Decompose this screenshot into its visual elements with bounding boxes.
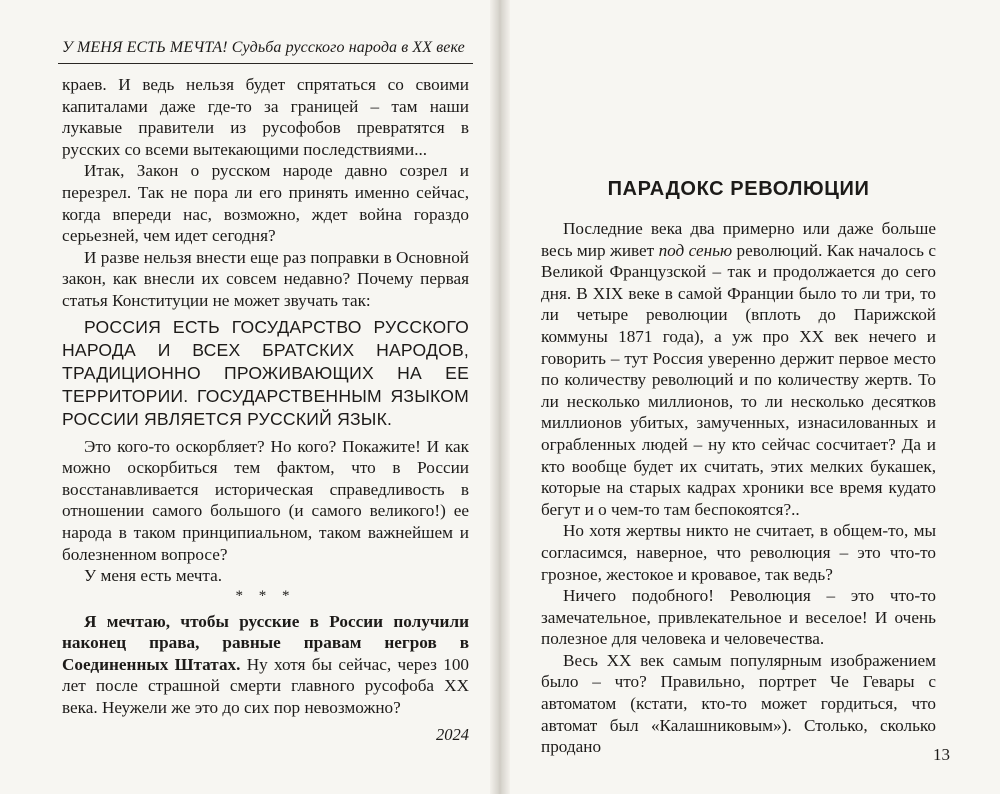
paragraph: краев. И ведь нельзя будет спрятаться со своими капиталами даже где-то за границей – там наши лукавые правители из русофобов превратятся в русских со всеми вытекающими последствиями... (62, 75, 469, 159)
running-head: У МЕНЯ ЕСТЬ МЕЧТА! Судьба русского народа в XX веке (62, 39, 465, 56)
text-run: Последние века два примерно или даже больше весь мир живет (541, 219, 936, 260)
constitution-quote: РОССИЯ ЕСТЬ ГОСУДАРСТВО РУССКОГО НАРОДА И ВСЕХ БРАТСКИХ НАРОДОВ, ТРАДИЦИОННО ПРОЖИВАЮЩИХ НА ЕЕ ТЕРРИТОРИИ. ГОСУДАРСТВЕННЫМ ЯЗЫКОМ РОССИИ ЯВЛЯЕТСЯ РУССКИЙ ЯЗЫК. (62, 316, 469, 430)
text-run: революций. Как началось с Великой Французской – так и продолжается до сего дня. В XIX веке в самой Франции было то ли три, то ли четыре революции (вплоть до Парижской коммуны 1871 года), а уж про XX век нечего и говорить – тут Россия уверенно держит первое место по количеству революций и по количеству жертв. То ли несколько миллионов, то ли несколько десятков миллионов убитых, замученных, изнасилованных и ограбленных людей – ну кто сейчас сосчитает? Да и кто вообще будет их считать, этих мелких букашек, которые на старых кадрах хроники все время кудато бегут и о чем-то там беспокоятся?.. (541, 240, 937, 519)
right-page-text (541, 218, 936, 758)
paragraph: Но хотя жертвы никто не считает, в общем-то, мы согласимся, наверное, что революция – это что-то грозное, жестокое и кровавое, так ведь? (541, 521, 936, 584)
chapter-title: ПАРАДОКС РЕВОЛЮЦИИ (607, 178, 870, 200)
paragraph: Весь XX век самым популярным изображением было – что? Правильно, портрет Че Гевары с автоматом (кстати, кто-то может гордиться, что автомат был «Калашниковым»). Столько, сколько продано (541, 650, 936, 757)
page-number: 13 (933, 745, 950, 764)
book-gutter (490, 0, 510, 794)
section-divider-stars: * * * (235, 587, 296, 604)
paragraph: Ничего подобного! Революция – это что-то замечательное, привлекательное и веселое! И очень полезное для человека и человечества. (541, 586, 936, 649)
final-regular-text: Ну хотя бы сейчас, через 100 лет после страшной смерти главного русофоба XX века. Неужели же это до сих пор невозможно? (62, 654, 470, 718)
paragraph: У меня есть мечта. (84, 566, 223, 586)
year-signature: 2024 (436, 724, 469, 744)
paragraph: И разве нельзя внести еще раз поправки в Основной закон, как внесли их совсем недавно? Почему первая статья Конституции не может звучать так: (62, 247, 469, 310)
italic-phrase: под сенью (658, 240, 733, 260)
paragraph: Итак, Закон о русском народе давно созрел и перезрел. Так не пора ли его принять именно сейчас, когда впереди нас, возможно, ждет война гораздо серьезней, чем идет сегодня? (62, 161, 469, 246)
final-bold-text: Я мечтаю, чтобы русские в России получили наконец права, равные правам негров в Соединенных Штатах. (62, 611, 469, 674)
header-rule (58, 63, 473, 64)
left-page-text (62, 74, 469, 745)
final-paragraph (62, 611, 469, 719)
paragraph: Это кого-то оскорбляет? Но кого? Покажите! И как можно оскорбиться тем фактом, что в России восстанавливается историческая справедливость в отношении самого большого (и самого великого!) ее народа в таком принципиальном, таком важнейшем и болезненном вопросе? (62, 436, 469, 564)
paragraph (541, 218, 936, 520)
